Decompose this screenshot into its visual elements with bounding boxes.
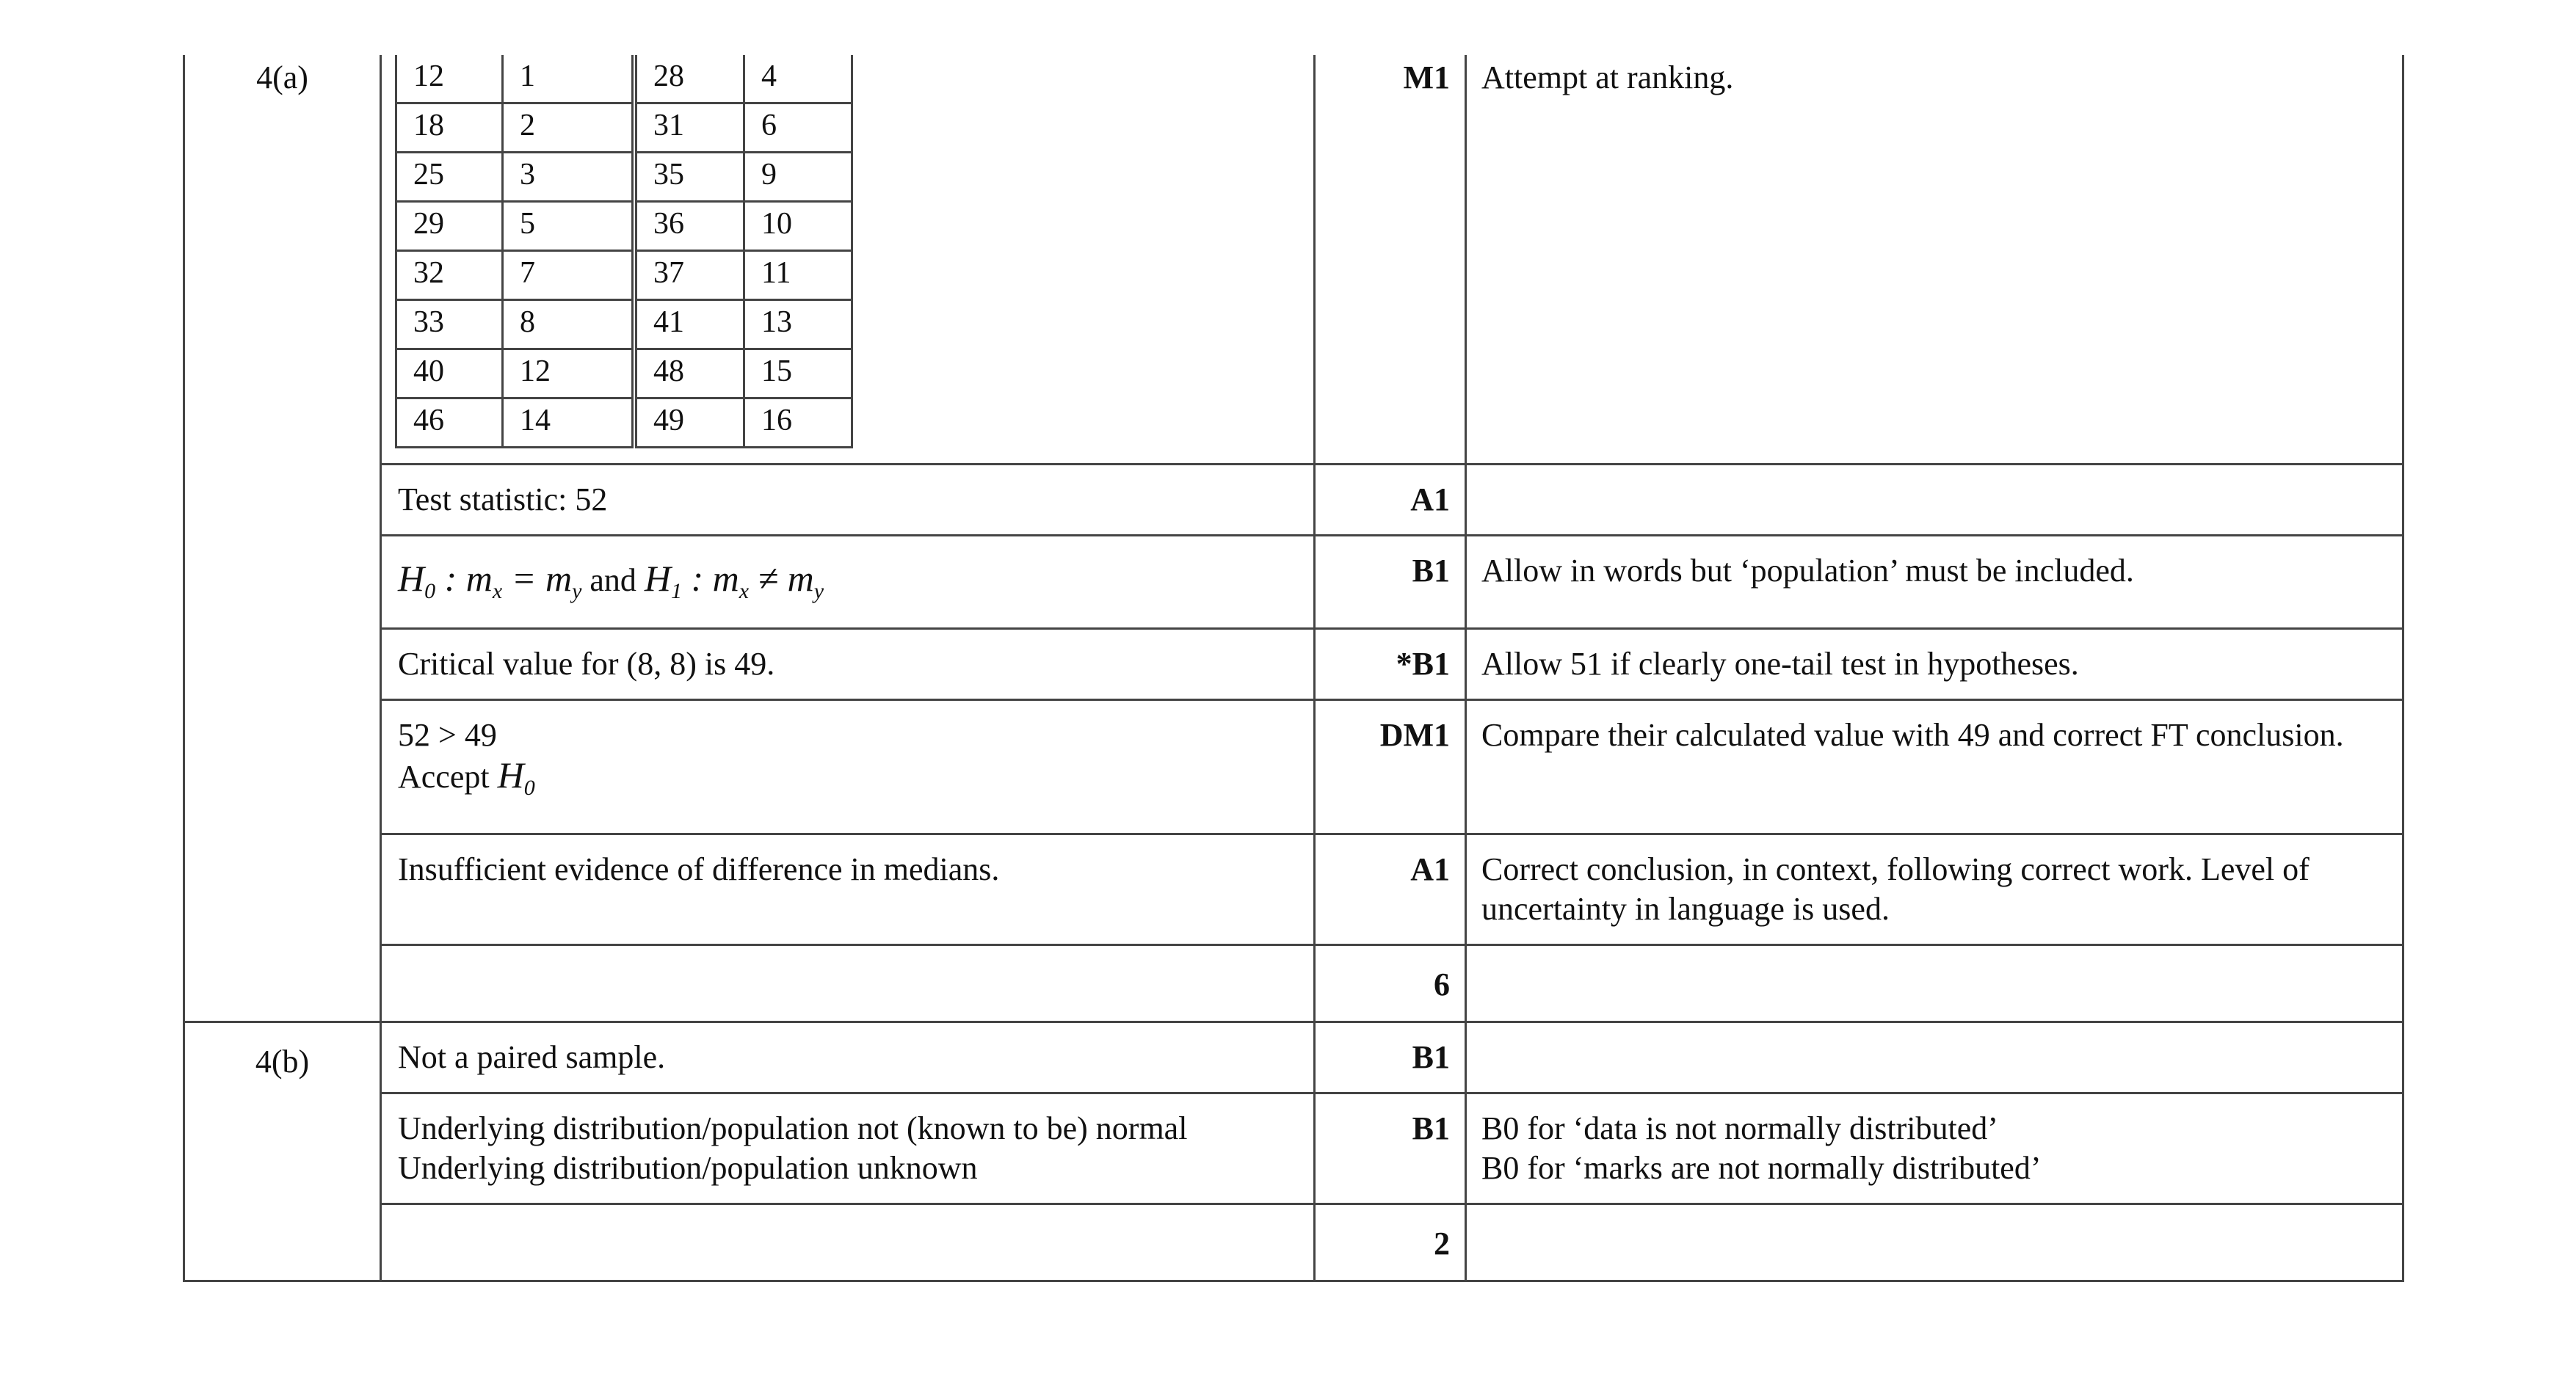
- ranking-cell-value: 1: [503, 55, 635, 103]
- answer-distribution: [381, 1093, 1315, 1204]
- answer-test-statistic: Test statistic: 52: [381, 465, 1315, 536]
- ranking-cell-value: 15: [744, 349, 852, 398]
- h1-subscript: 1: [671, 579, 683, 603]
- ranking-cell-value: 46: [396, 398, 503, 448]
- row-comparison: [184, 700, 2403, 834]
- answer-total-4b: [381, 1204, 1315, 1281]
- ranking-cell-value: 49: [634, 398, 744, 448]
- ranking-cell-value: 8: [503, 300, 635, 349]
- ranking-cell-value: 31: [634, 103, 744, 153]
- hypotheses-expression: [398, 558, 824, 603]
- my2-subscript: y: [813, 579, 824, 603]
- mark-critical-value: *B1: [1315, 629, 1466, 700]
- ranking-row: [396, 349, 852, 398]
- note-test-statistic: [1466, 465, 2403, 536]
- mark-conclusion: A1: [1315, 834, 1466, 945]
- ranking-cell-value: 33: [396, 300, 503, 349]
- answer-comparison: [381, 700, 1315, 834]
- row-conclusion: [184, 834, 2403, 945]
- note-distribution: [1466, 1093, 2403, 1204]
- note-ranking: Attempt at ranking.: [1466, 55, 2403, 465]
- note-critical-value: Allow 51 if clearly one-tail test in hypotheses.: [1466, 629, 2403, 700]
- accept-h-symbol: H: [497, 754, 524, 796]
- my-subscript: y: [572, 579, 582, 603]
- ranking-cell-value: 6: [744, 103, 852, 153]
- ranking-cell-value: 9: [744, 153, 852, 202]
- note-hypotheses: Allow in words but ‘population’ must be included.: [1466, 536, 2403, 629]
- row-test-statistic: [184, 465, 2403, 536]
- ranking-row: [396, 398, 852, 448]
- question-number-4b: 4(b): [184, 1022, 381, 1281]
- ranking-cell: [381, 55, 1315, 465]
- ranking-cell-value: 12: [396, 55, 503, 103]
- mark-not-paired: B1: [1315, 1022, 1466, 1093]
- ranking-cell-value: 40: [396, 349, 503, 398]
- ranking-cell-value: 41: [634, 300, 744, 349]
- row-hypotheses: [184, 536, 2403, 629]
- ranking-row: [396, 251, 852, 300]
- distribution-line-1: Underlying distribution/population not (known to be) normal: [398, 1110, 1188, 1146]
- ranking-table: [395, 55, 853, 448]
- h1-symbol: H: [644, 558, 672, 599]
- ranking-row: [396, 55, 852, 103]
- ranking-cell-value: 48: [634, 349, 744, 398]
- distribution-note-1: B0 for ‘data is not normally distributed’: [1481, 1110, 1998, 1146]
- ranking-row: [396, 103, 852, 153]
- mark-hypotheses: B1: [1315, 536, 1466, 629]
- row-total-4a: [184, 945, 2403, 1022]
- comparison-accept: [398, 755, 1297, 808]
- note-not-paired: [1466, 1022, 2403, 1093]
- answer-total-4a: [381, 945, 1315, 1022]
- h0-symbol: H: [398, 558, 425, 599]
- ranking-cell-value: 10: [744, 202, 852, 251]
- ranking-cell-value: 4: [744, 55, 852, 103]
- answer-conclusion: Insufficient evidence of difference in medians.: [381, 834, 1315, 945]
- ranking-cell-value: 25: [396, 153, 503, 202]
- mark-test-statistic: A1: [1315, 465, 1466, 536]
- ranking-cell-value: 29: [396, 202, 503, 251]
- distribution-note-2: B0 for ‘marks are not normally distributed’: [1481, 1150, 2042, 1186]
- answer-hypotheses: [381, 536, 1315, 629]
- ranking-row: [396, 300, 852, 349]
- distribution-line-2: Underlying distribution/population unknown: [398, 1150, 978, 1186]
- note-total-4b: [1466, 1204, 2403, 1281]
- mark-scheme-table: [183, 55, 2404, 1282]
- note-comparison: Compare their calculated value with 49 and correct FT conclusion.: [1466, 700, 2403, 834]
- ranking-cell-value: 16: [744, 398, 852, 448]
- note-conclusion: Correct conclusion, in context, following correct work. Level of uncertainty in language is used.: [1466, 834, 2403, 945]
- mark-distribution: B1: [1315, 1093, 1466, 1204]
- mark-total-4a: 6: [1315, 945, 1466, 1022]
- ranking-cell-value: 18: [396, 103, 503, 153]
- accept-word: Accept: [398, 759, 498, 795]
- comparison-inequality: 52 > 49: [398, 717, 497, 753]
- ranking-cell-value: 7: [503, 251, 635, 300]
- ranking-cell-value: 2: [503, 103, 635, 153]
- h1-colon-m: : m: [682, 558, 739, 599]
- ranking-cell-value: 11: [744, 251, 852, 300]
- row-not-paired: [184, 1022, 2403, 1093]
- ranking-cell-value: 36: [634, 202, 744, 251]
- ranking-cell-value: 13: [744, 300, 852, 349]
- mark-ranking: M1: [1315, 55, 1466, 465]
- h0-colon-m: : m: [435, 558, 493, 599]
- ranking-cell-value: 5: [503, 202, 635, 251]
- row-critical-value: [184, 629, 2403, 700]
- ranking-cell-value: 3: [503, 153, 635, 202]
- ranking-cell-value: 32: [396, 251, 503, 300]
- answer-not-paired: Not a paired sample.: [381, 1022, 1315, 1093]
- question-number-4a: 4(a): [184, 55, 381, 1022]
- ranking-cell-value: 37: [634, 251, 744, 300]
- and-word: and: [581, 562, 645, 598]
- row-distribution: [184, 1093, 2403, 1204]
- not-equals-m: ≠ m: [749, 558, 814, 599]
- ranking-cell-value: 14: [503, 398, 635, 448]
- row-total-4b: [184, 1204, 2403, 1281]
- mx-subscript: x: [492, 579, 503, 603]
- ranking-cell-value: 28: [634, 55, 744, 103]
- ranking-cell-value: 35: [634, 153, 744, 202]
- ranking-cell-value: 12: [503, 349, 635, 398]
- answer-critical-value: Critical value for (8, 8) is 49.: [381, 629, 1315, 700]
- mark-comparison: DM1: [1315, 700, 1466, 834]
- accept-h0: [497, 754, 535, 800]
- accept-h-subscript: 0: [523, 776, 535, 800]
- ranking-row: [396, 202, 852, 251]
- mx2-subscript: x: [739, 579, 750, 603]
- mark-total-4b: 2: [1315, 1204, 1466, 1281]
- note-total-4a: [1466, 945, 2403, 1022]
- ranking-row: [396, 153, 852, 202]
- h0-subscript: 0: [424, 579, 436, 603]
- equals-m: = m: [502, 558, 573, 599]
- row-ranking: [184, 55, 2403, 465]
